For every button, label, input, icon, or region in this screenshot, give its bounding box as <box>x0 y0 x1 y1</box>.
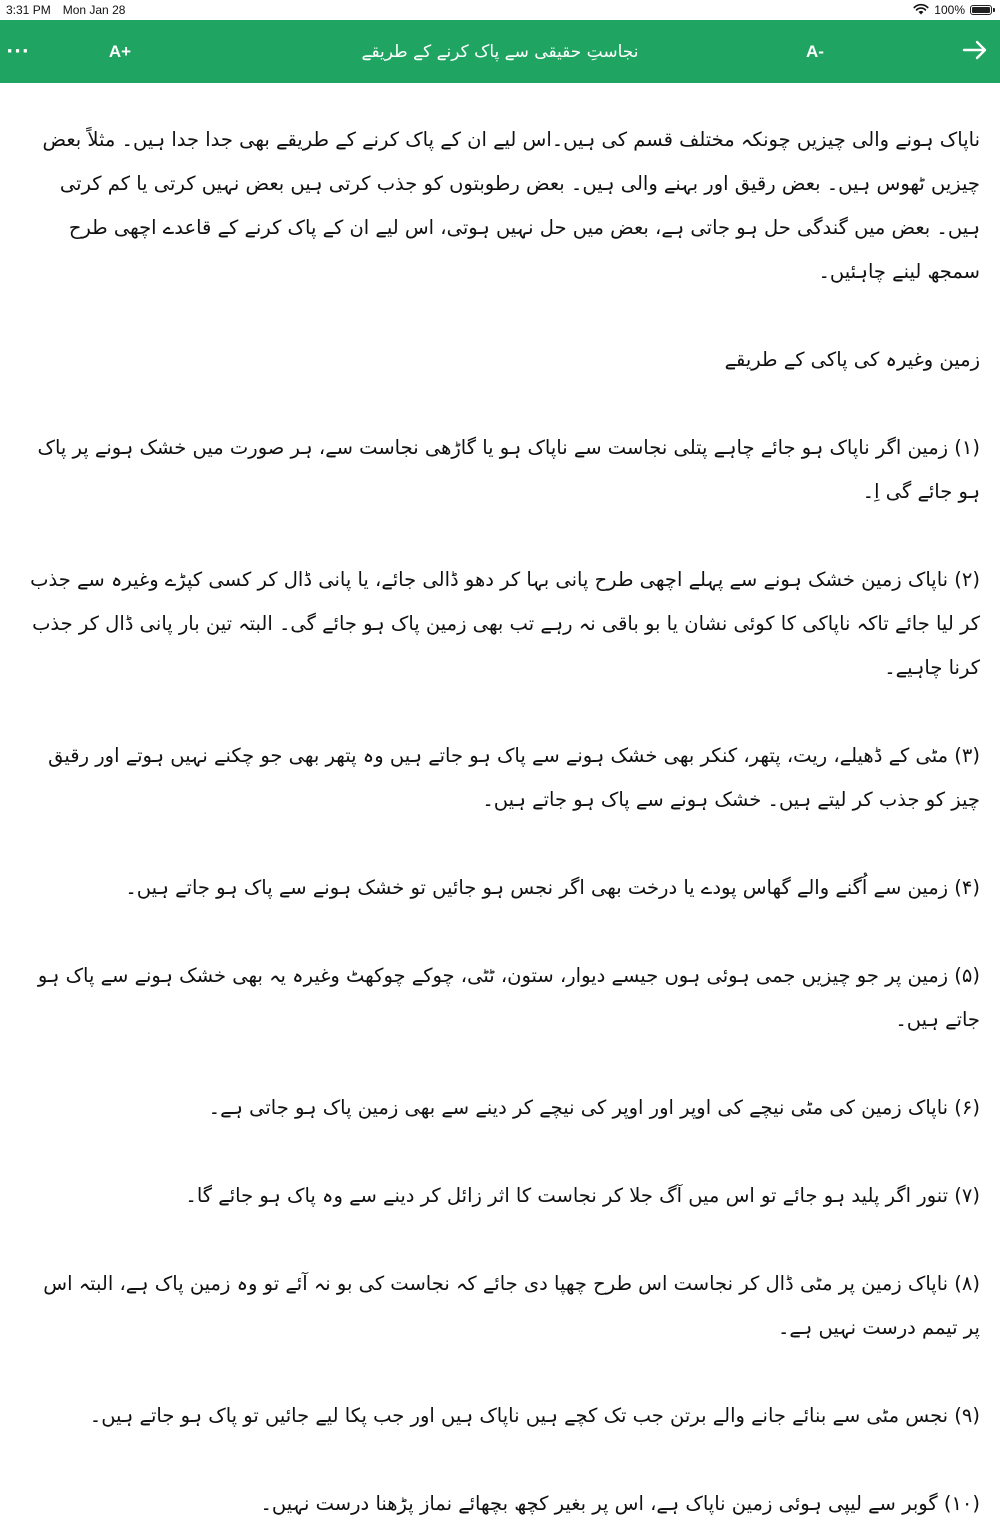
section-heading: زمین وغیرہ کی پاکی کے طریقے <box>724 348 980 371</box>
list-item: (۲) ناپاک زمین خشک ہونے سے پہلے اچھی طرح پانی بہا کر دھو ڈالی جائے، یا پانی ڈال کر کسی کپڑے وغیرہ سے جذب کر لیا جائے تاکہ ناپاکی کا کوئی نشان یا بو باقی نہ رہے تب بھی زمین پاک ہو جائے گی۔ البتہ تین بار پانی ڈال کر جذب کرنا چاہیے۔ <box>30 568 980 679</box>
status-date: Mon Jan 28 <box>62 3 126 17</box>
more-options-button[interactable]: ··· <box>6 41 30 62</box>
wifi-icon <box>913 3 929 18</box>
battery-icon <box>970 5 992 15</box>
list-item: (۴) زمین سے اُگنے والے گھاس پودے یا درخت بھی اگر نجس ہو جائیں تو خشک ہونے سے پاک ہو جاتے ہیں۔ <box>125 876 980 899</box>
list-item: (۷) تنور اگر پلید ہو جائے تو اس میں آگ جلا کر نجاست کا اثر زائل کر دینے سے وہ پاک ہو جائے گا۔ <box>185 1184 980 1207</box>
list-item: (۳) مٹی کے ڈھیلے، ریت، پتھر، کنکر بھی خشک ہونے سے پاک ہو جاتے ہیں وہ پتھر بھی جو چکنے نہیں ہوتے اور رقیق چیز کو جذب کر لیتے ہیں۔ خشک ہونے سے پاک ہو جاتے ہیں۔ <box>48 744 980 811</box>
article-content <box>30 118 980 1515</box>
status-bar <box>0 0 1000 20</box>
arrow-right-icon <box>962 40 988 64</box>
intro-paragraph: ناپاک ہونے والی چیزیں چونکہ مختلف قسم کی ہیں۔اس لیے ان کے پاک کرنے کے طریقے بھی جدا جدا ہیں۔ مثلاً بعض چیزیں ٹھوس ہیں۔ بعض رقیق اور بہنے والی ہیں۔ بعض رطوبتوں کو جذب کرتی ہیں بعض نہیں کرتی یا کم کرتی ہیں۔ بعض میں گندگی حل ہو جاتی ہے، بعض میں حل نہیں ہوتی، اس لیے ان کے پاک کرنے کے قاعدے اچھی طرح سمجھ لینے چاہئیں۔ <box>42 128 980 283</box>
font-increase-button[interactable]: A+ <box>108 41 132 61</box>
battery-percent: 100% <box>934 3 965 17</box>
forward-button[interactable] <box>950 20 1000 83</box>
list-item: (۱) زمین اگر ناپاک ہو جائے چاہے پتلی نجاست سے ناپاک ہو یا گاڑھی نجاست سے، ہر صورت میں خشک ہونے پر پاک ہو جائے گی اِ۔ <box>37 436 980 503</box>
list-item: (۶) ناپاک زمین کی مٹی نیچے کی اوپر اور اوپر کی نیچے کر دینے سے بھی زمین پاک ہو جاتی ہے۔ <box>208 1096 980 1119</box>
navigation-bar <box>0 20 1000 83</box>
list-item: (۱۰) گوبر سے لیپی ہوئی زمین ناپاک ہے، اس پر بغیر کچھ بچھائے نماز پڑھنا درست نہیں۔ <box>260 1492 980 1515</box>
list-item: (۸) ناپاک زمین پر مٹی ڈال کر نجاست اس طرح چھپا دی جائے کہ نجاست کی بو نہ آئے تو وہ زمین پاک ہے، البتہ اس پر تیمم درست نہیں ہے۔ <box>43 1272 980 1339</box>
list-item: (۹) نجس مٹی سے بنائے جانے والے برتن جب تک کچے ہیں ناپاک ہیں اور جب پکا لیے جائیں تو پاک ہو جاتے ہیں۔ <box>89 1404 980 1427</box>
page-title: نجاستِ حقیقی سے پاک کرنے کے طریقے <box>361 42 639 62</box>
font-decrease-button[interactable]: A- <box>806 41 824 61</box>
status-time: 3:31 PM <box>6 3 51 17</box>
list-item: (۵) زمین پر جو چیزیں جمی ہوئی ہوں جیسے دیوار، ستون، ٹٹی، چوکے چوکھٹ وغیرہ یہ بھی خشک ہونے سے پاک ہو جاتے ہیں۔ <box>37 964 980 1031</box>
